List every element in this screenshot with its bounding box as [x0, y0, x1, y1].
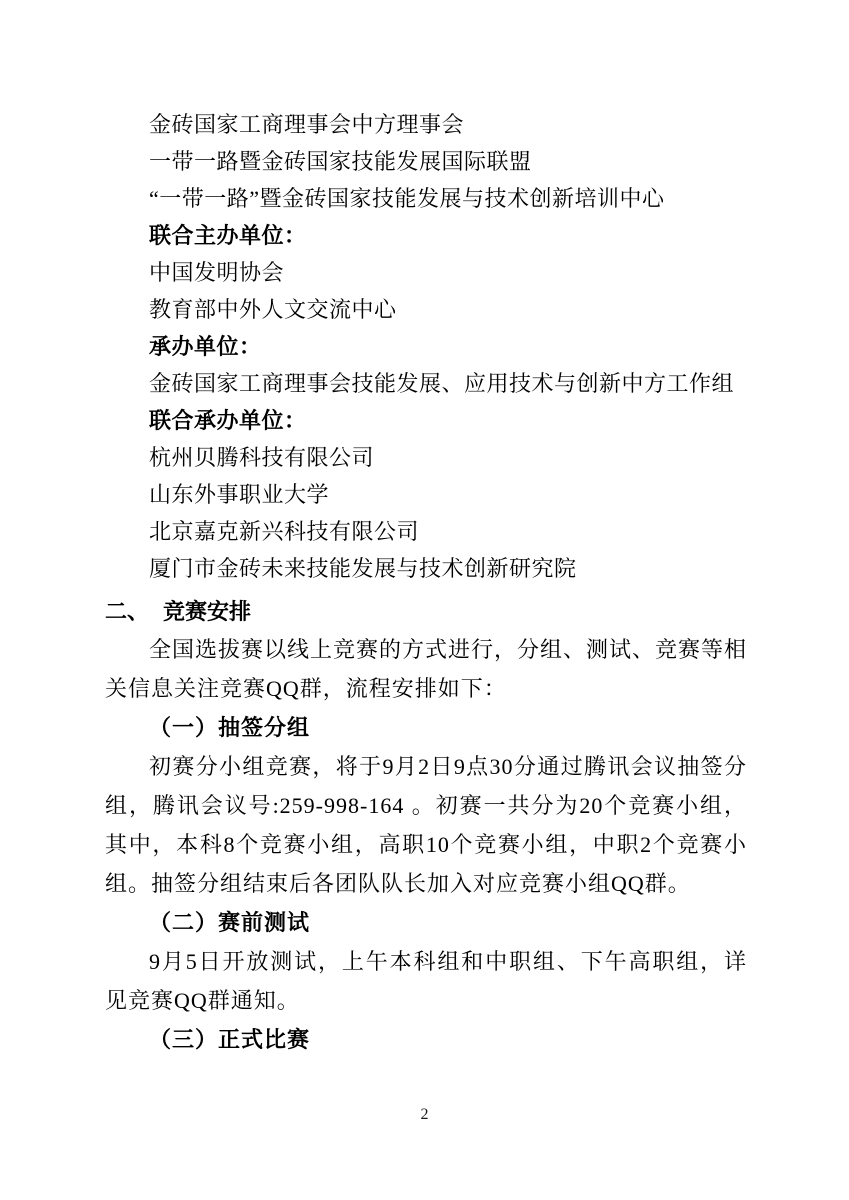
section-title: 竞赛安排: [163, 599, 252, 624]
section-heading: [105, 593, 747, 630]
org-label-organizer: 承办单位：: [149, 334, 262, 359]
org-line: 北京嘉克新兴科技有限公司: [149, 519, 420, 544]
paragraph-intro: 全国选拔赛以线上竞赛的方式进行，分组、测试、竞赛等相关信息关注竞赛QQ群，流程安排如下：: [105, 637, 748, 701]
org-line: 教育部中外人文交流中心: [149, 297, 397, 322]
page-number: 2: [420, 1106, 429, 1123]
section-number: 二、: [105, 599, 150, 624]
org-line: 金砖国家工商理事会中方理事会: [149, 112, 465, 137]
org-label-co-host: 联合主办单位：: [149, 223, 307, 248]
document-content: [105, 106, 747, 1059]
subsection-heading-1: （一）抽签分组: [149, 715, 311, 740]
org-line: 杭州贝腾科技有限公司: [149, 445, 375, 470]
org-line: 中国发明协会: [149, 260, 285, 285]
paragraph-draw-grouping: 初赛分小组竞赛，将于9月2日9点30分通过腾讯会议抽签分组，腾讯会议号:259-998-164 。初赛一共分为20个竞赛小组，其中，本科8个竞赛小组，高职10个竞赛小组，中职2个竞赛小组。抽签分组结束后各团队队长加入对应竞赛小组QQ群。: [105, 754, 747, 896]
subsection-heading-2: （二）赛前测试: [149, 910, 311, 935]
paragraph-pretest: 9月5日开放测试，上午本科组和中职组、下午高职组，详见竞赛QQ群通知。: [105, 949, 747, 1013]
subsection-heading-3: （三）正式比赛: [149, 1027, 311, 1052]
org-line: “一带一路”暨金砖国家技能发展与技术创新培训中心: [149, 186, 665, 211]
org-line: 厦门市金砖未来技能发展与技术创新研究院: [149, 556, 577, 581]
org-line: 山东外事职业大学: [149, 482, 330, 507]
org-label-co-organizer: 联合承办单位：: [149, 408, 307, 433]
org-line: 一带一路暨金砖国家技能发展国际联盟: [149, 149, 532, 174]
org-line: 金砖国家工商理事会技能发展、应用技术与创新中方工作组: [149, 371, 735, 396]
